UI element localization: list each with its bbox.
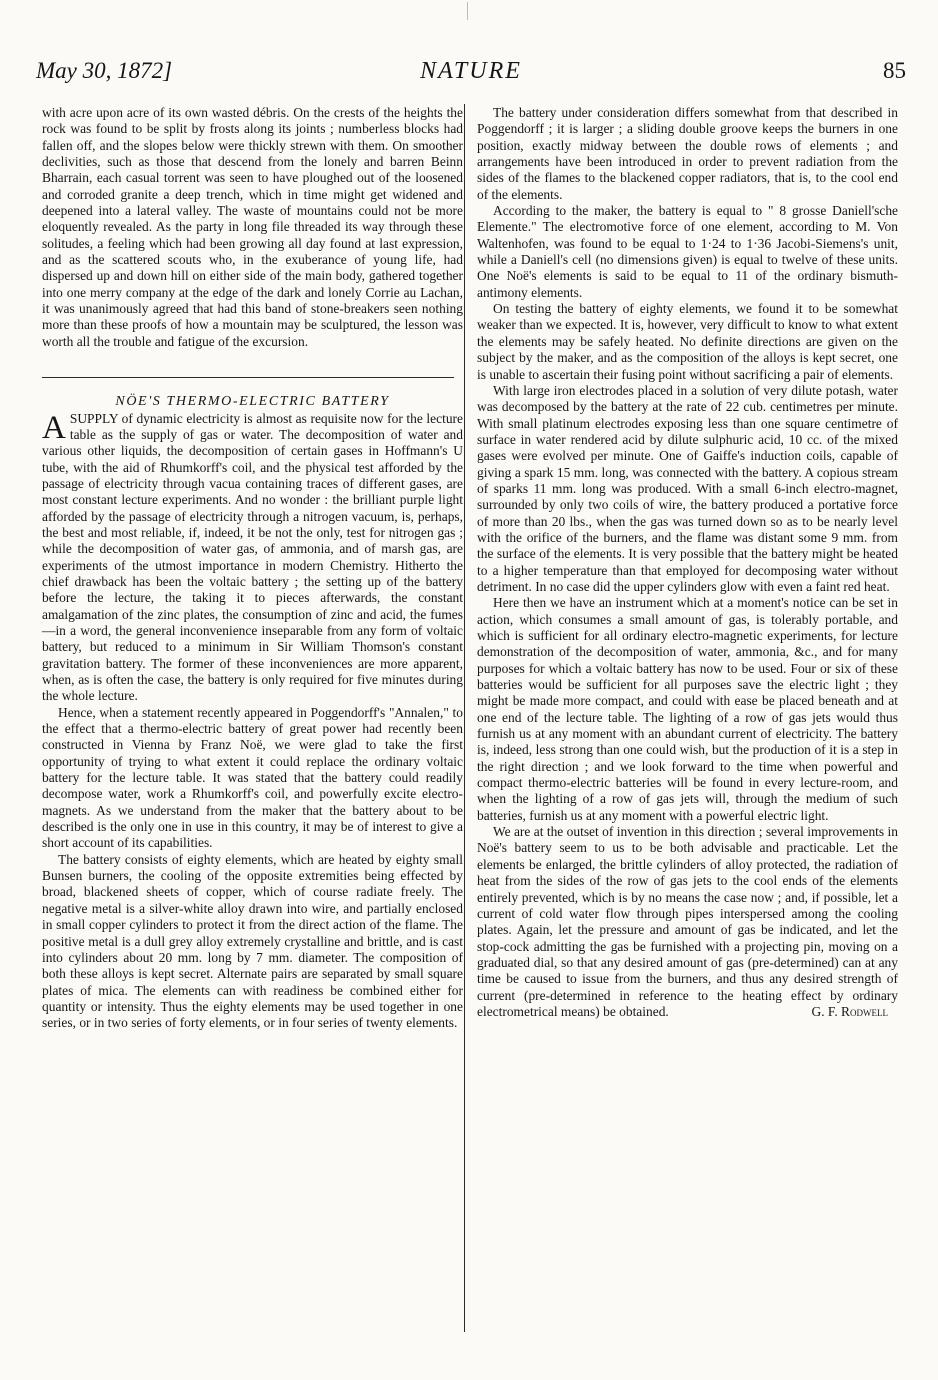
article-paragraph: The battery under consideration differs somewhat from that described in Poggendorff ; it is larger ; a sliding double groove keeps the burners in one position, exactly midway between the double rows of elements ; and arrangements have been introduced in order to prevent radiation from the sides of the flames to the blackened copper radiators, that is, to the cool end of the elements. xyxy=(477,105,898,202)
article-first-paragraph xyxy=(42,411,463,705)
author-signature: G. F. Rodwell xyxy=(811,1003,888,1019)
section-rule xyxy=(42,377,454,378)
article-paragraph: On testing the battery of eighty elements, we found it to be somewhat weaker than we expected. It is, however, very difficult to know to what extent the elements may be safely heated. No definite directions are given on the subject by the maker, and as the composition of the alloys is kept secret, one is unable to ascertain their fusing point without sacrificing a pair of elements. xyxy=(477,301,898,382)
left-column xyxy=(42,105,463,1032)
right-column xyxy=(477,105,898,1020)
article-final-paragraph xyxy=(477,824,898,1020)
journal-title: NATURE xyxy=(420,58,522,84)
article-paragraph: The battery consists of eighty elements, which are heated by eighty small Bunsen burners, the cooling of the opposite extremities being effected by broad, blackened sheets of copper, which of course radiate freely. The negative metal is a silver-white alloy drawn into wire, and partially enclosed in small copper cylinders to protect it from the direct action of the flame. The positive metal is a dull grey alloy extremely crystalline and brittle, and is cast into cylinders about 20 mm. long by 7 mm. diameter. The composition of both these alloys is kept secret. Alternate pairs are separated by small square plates of mica. The elements can with readiness be combined either for quantity or intensity. Thus the eighty elements may be used together in one series, or in two series of forty elements, or in four series of twenty elements. xyxy=(42,851,463,1031)
column-divider xyxy=(464,104,465,1332)
page-number: 85 xyxy=(883,58,906,83)
first-paragraph-text: SUPPLY of dynamic electricity is almost as requisite now for the lecture table as the supply of gas or water. The decomposition of water and various other liquids, the decomposition of certain gases in Hoffmann's U tube, with the aid of Rhumkorff's coil, and the physical test afforded by the passage of electricity through vacua containing traces of different gases, are most constant lecture experiments. And no wonder : the brilliant purple light afforded by the passage of electricity through a nitrogen vacuum, is, perhaps, the best and most reliable, if, indeed, it be not the only, test for nitrogen gas ; while the decomposition of water gas, of ammonia, and of marsh gas, are experiments of the utmost importance in modern Chemistry. Hitherto the chief drawback has been the voltaic battery ; the setting up of the battery before the lecture, the taking it to pieces afterwards, the constant amalgamation of the zinc plates, the consumption of zinc and acid, the fumes—in a word, the general inconvenience inseparable from any form of voltaic battery, but reduced to a minimum in Sir William Thomson's constant gravitation battery. The former of these inconveniences are more apparent, when, as is often the case, the battery is only required for five minutes during the whole lecture. xyxy=(42,410,463,704)
drop-cap: A xyxy=(42,409,66,446)
scan-mark xyxy=(467,2,468,20)
article-heading: NÖE'S THERMO-ELECTRIC BATTERY xyxy=(115,394,390,410)
article-paragraph: Here then we have an instrument which at a moment's notice can be set in action, which consumes a small amount of gas, is tolerably portable, and which is sufficient for all ordinary electro-magnetic experiments, for lecture demonstration of the decomposition of water, ammonia, &c., and for many purposes for which a voltaic battery has now to be used. Four or six of these batteries would be sufficient for all purposes save the electric light ; they might be made more compact, and could with ease be placed beneath and at one end of the lecture table. The lighting of a row of gas jets would thus furnish us at any moment with an abundant current of electricity. The battery is, indeed, less strong than one could wish, but the production of it is a step in the right direction ; and we look forward to the time when powerful and compact thermo-electric batteries will be found in every lecture-room, and when the lighting of a row of gas jets will, through the medium of such batteries, furnish us at any moment with a powerful electric light. xyxy=(477,595,898,823)
issue-date: May 30, 1872] xyxy=(36,58,173,83)
continued-paragraph: with acre upon acre of its own wasted débris. On the crests of the heights the rock was found to be split by frosts along its joints ; numberless blocks had fallen off, and the slopes below were thickly strewn with them. On smoother declivities, such as those that descend from the lonely and barren Beinn Bharrain, each casual torrent was seen to have ploughed out of the loosened and corroded granite a deep trench, which in time might get widened and deepened into a lateral valley. The waste of mountains could not be more eloquently revealed. As the party in long file threaded its way through these solitudes, a feeling which had been growing all day found at last expression, and as the scattered scouts who, in the exuberance of young life, had dispersed up and down hill on either side of the main body, gathered together into one merry company at the edge of the dark and lonely Corrie au Lachan, it was unanimously agreed that had this band of stone-breakers seen nothing more than these proofs of how a mountain may be sculptured, the lesson was worth all the trouble and fatigue of the excursion. xyxy=(42,105,463,349)
page-header xyxy=(36,58,906,90)
article-paragraph: Hence, when a statement recently appeared in Poggendorff's "Annalen," to the effect that a thermo-electric battery of great power had recently been constructed in Vienna by Franz Noë, we were glad to take the first opportunity of trying to what extent it could replace the ordinary voltaic battery for the lecture table. It was stated that the battery could readily decompose water, work a Rhumkorff's coil, and powerfully excite electro-magnets. As we understand from the maker that the battery about to be described is the only one in use in this country, it may be of interest to give a short account of its capabilities. xyxy=(42,704,463,851)
article-paragraph: With large iron electrodes placed in a solution of very dilute potash, water was decomposed by the battery at the rate of 22 cub. centimetres per minute. With small platinum electrodes exposing less than one square centimetre of surface in water rendered acid by dilute sulphuric acid, 10 cc. of the mixed gases were evolved per minute. One of Gaiffe's induction coils, capable of giving a spark 15 mm. long, was connected with the battery. A copious stream of sparks 11 mm. long was produced. With a small 6-inch electro-magnet, surrounded by only two coils of wire, the battery produced a portative force of more than 20 lbs., when the gas was turned down so as to be nearly level with the orifice of the burners, and the flame was distant some 9 mm. from the surface of the elements. It is very possible that the battery might be heated to a higher temperature than that employed for decomposing water without detriment. In no case did the upper cylinders glow with even a faint red heat. xyxy=(477,382,898,594)
final-paragraph-text: We are at the outset of invention in this direction ; several improvements in Noë's battery seem to us to be both advisable and practicable. Let the elements be enlarged, the brittle cylinders of alloy protected, the radiation of heat from the sides of the row of gas jets to the cool ends of the elements entirely prevented, which is by no means the case now ; and, if possible, let a current of cold water flow through pipes interspersed among the cooling plates. Again, let the pressure and amount of gas be indicated, and let the stop-cock admitting the gas be furnished with a projecting pin, moving on a graduated dial, so that any desired amount of gas (pre-determined) can at any time be caused to issue from the burners, and thus any desired strength of current (pre-determined in reference to the heating effect by ordinary electrometrical means) be obtained. xyxy=(477,824,898,1019)
article-paragraph: According to the maker, the battery is equal to " 8 grosse Daniell'sche Elemente." The electromotive force of one element, according to M. Von Waltenhofen, was found to be equal to 1·24 to 1·36 Jacobi-Siemens's unit, while a Daniell's cell (no dimensions given) is equal to twelve of these units. One Noë's elements is said to be equal to 11 of the ordinary bismuth-antimony elements. xyxy=(477,203,898,300)
